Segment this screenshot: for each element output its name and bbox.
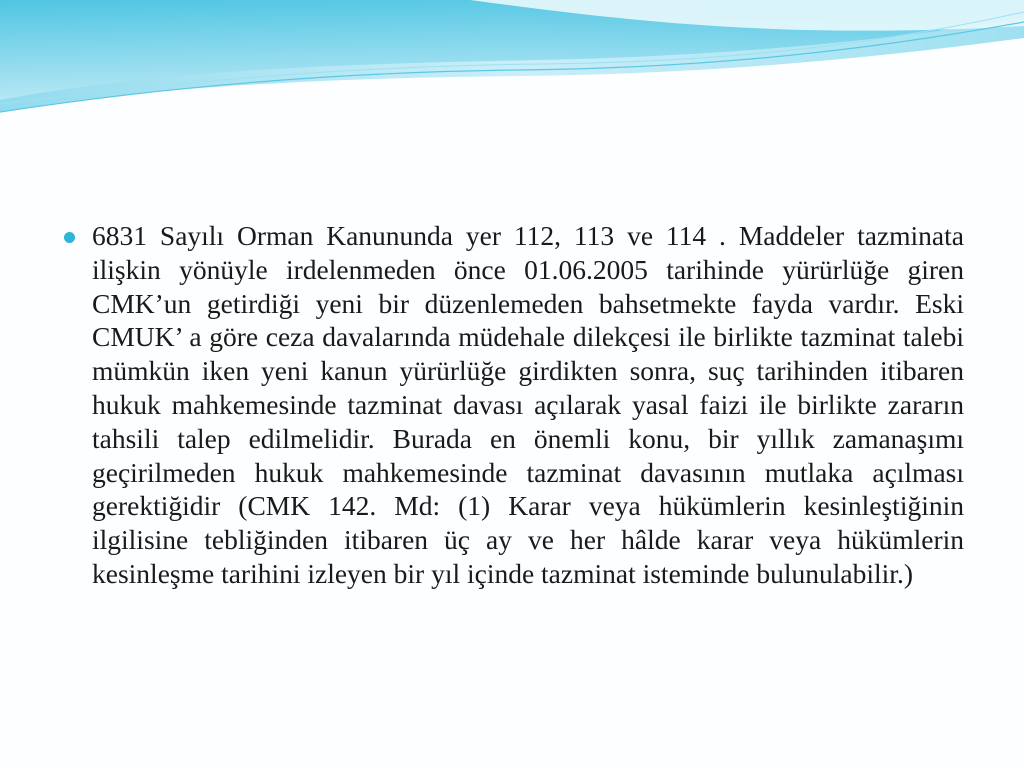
wave-header-decoration	[0, 0, 1024, 130]
bullet-item	[64, 219, 964, 591]
circle-bullet-icon	[64, 232, 75, 243]
bullet-text: 6831 Sayılı Orman Kanununda yer 112, 113 ve 114 . Maddeler tazminata ilişkin yönüyle irdelenmeden önce 01.06.2005 tarihinde yürürlüğe giren CMK’un getirdiği yeni bir düzenlemeden bahsetmekte fayda vardır. Eski CMUK’ a göre ceza davalarında müdehale dilekçesi ile birlikte tazminat talebi mümkün iken yeni kanun yürürlüğe girdikten sonra, suç tarihinden itibaren hukuk mahkemesinde tazminat davası açılarak yasal faizi ile birlikte zararın tahsili talep edilmelidir. Burada en önemli konu, bir yıllık zamanaşımı geçirilmeden hukuk mahkemesinde tazminat davasının mutlaka açılması gerektiğidir (CMK 142. Md: (1) Karar veya hükümlerin kesinleştiğinin ilgilisine tebliğinden itibaren üç ay ve her hâlde karar veya hükümlerin kesinleşme tarihini izleyen bir yıl içinde tazminat isteminde bulunulabilir.)	[92, 220, 964, 589]
slide-content	[64, 219, 964, 591]
